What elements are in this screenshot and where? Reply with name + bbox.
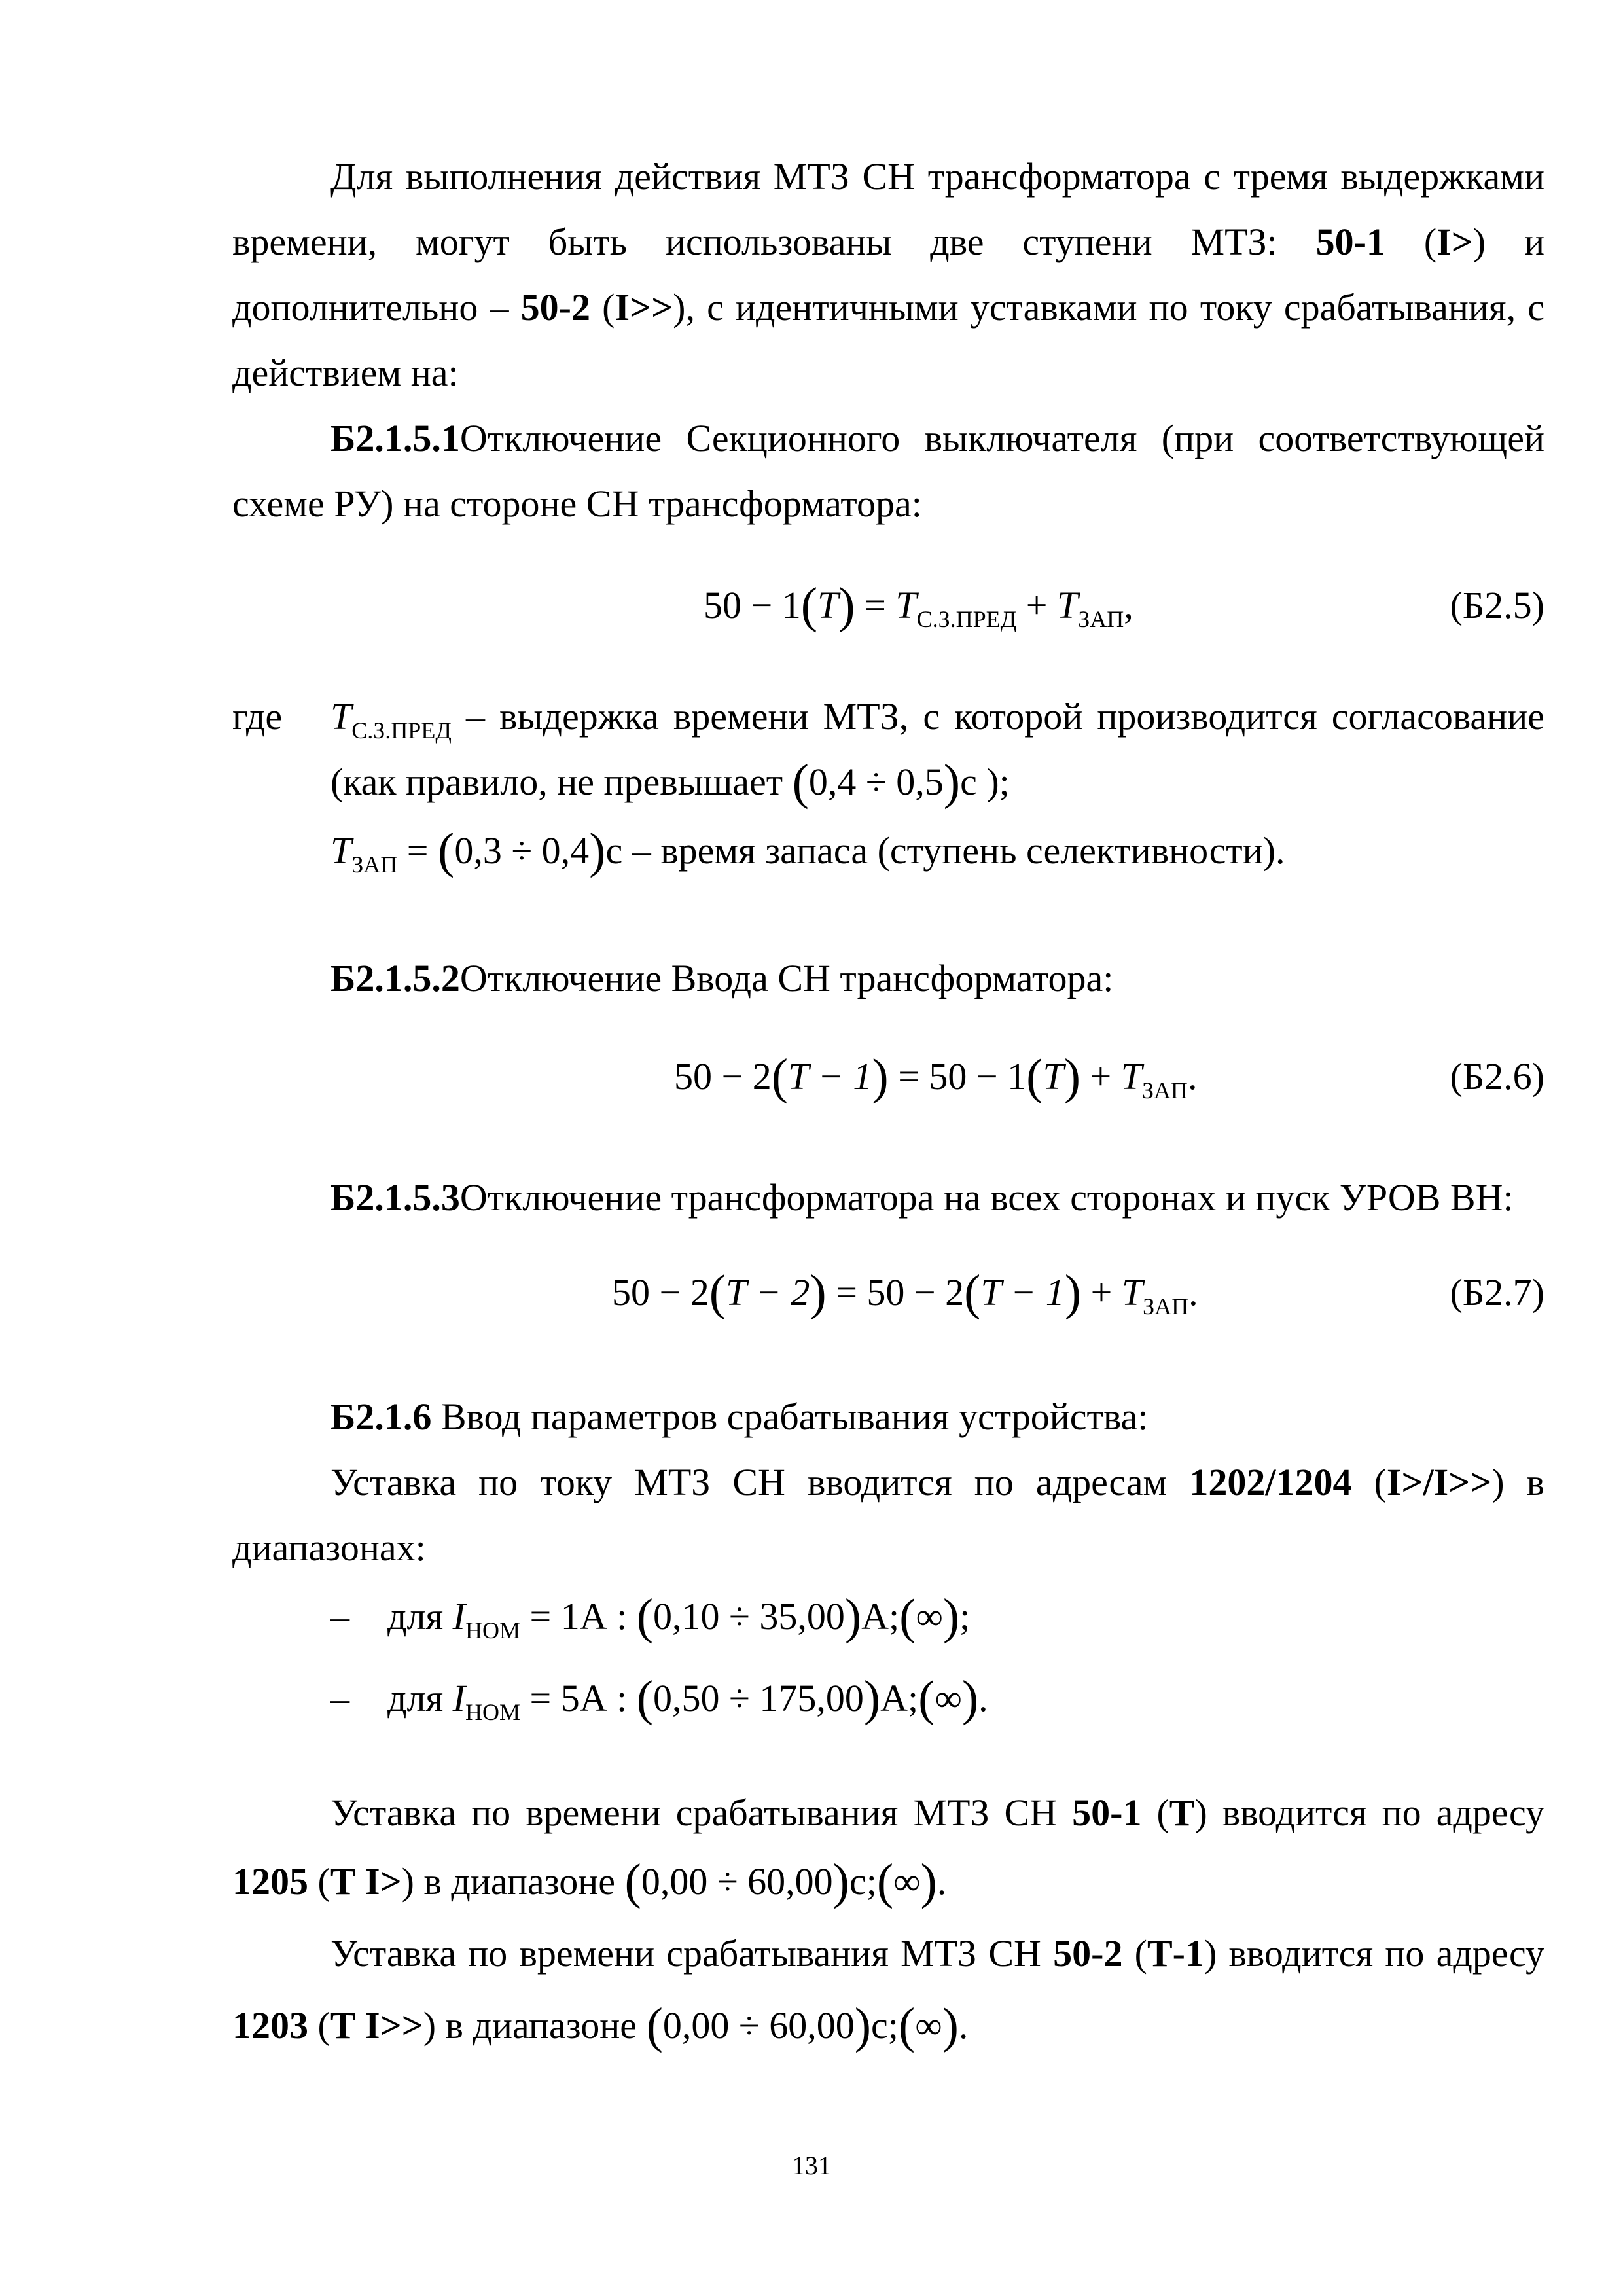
equation-number-b26: (Б2.6) [1450,1055,1544,1098]
paren: ( [636,1589,654,1644]
paren: ) [838,578,855,633]
eq-text: 0,10 ÷ 35,00 [653,1595,845,1638]
section-b2151-line-2 [232,481,1544,527]
paren: ) [872,1049,889,1104]
eq-var: T − 1 [788,1055,872,1098]
eq-var: T [1043,1055,1064,1098]
text: – выдержка времени МТЗ, с которой производится согласование [466,695,1544,738]
paragraph-1-line-1 [330,154,1544,200]
eq-text: = 50 − 1 [898,1055,1027,1098]
paren: ) [854,1998,872,2053]
eq-subscript: НОМ [465,1617,520,1643]
paren: ( [792,755,809,810]
section-number: Б2.1.5.1 [330,417,460,459]
eq-text: , [1124,584,1133,626]
paren: ) [589,823,606,878]
eq-text: 0,50 ÷ 175,00 [653,1677,864,1719]
text: Уставка по времени срабатывания МТЗ СН [330,1932,1041,1975]
paren: ) [810,1265,827,1320]
paren: ( [709,1265,726,1320]
paren: ( [1026,1049,1043,1104]
text: ) в диапазоне [423,2004,637,2047]
bold-text: 50-2 [1053,1932,1123,1975]
eq-text: с; [849,1860,877,1903]
paragraph-4-line-1 [330,1931,1544,1977]
bold-text: 1203 [232,2004,308,2047]
eq-subscript: ЗАП [351,852,398,878]
eq-var: T [817,584,839,626]
where-line-1 [330,694,1544,753]
paren: ) [1063,1049,1081,1104]
equation-b27 [612,1265,1198,1329]
section-b2153 [330,1175,1514,1221]
eq-text: . [1188,1055,1198,1098]
eq-text: 0,4 ÷ 0,5 [808,761,944,803]
eq-var: T [1121,1271,1143,1314]
text: дополнительно – [232,286,509,329]
paragraph-1-line-2 [232,219,1544,265]
eq-subscript: С.З.ПРЕД [916,606,1017,632]
bold-text: I>> [615,286,673,329]
paren: ( [771,1049,789,1104]
eq-text: 50 − 1 [704,584,801,626]
eq-text: 50 − 2 [612,1271,709,1314]
paren: ) [863,1671,881,1726]
section-b216 [330,1394,1148,1440]
bold-text: 1205 [232,1860,308,1903]
paren: ( [876,1854,894,1909]
eq-text: 50 − 2 [674,1055,772,1098]
paren: ( [899,1589,916,1644]
text: Уставка по току МТЗ СН вводится по адресам [330,1461,1168,1503]
text: Отключение Секционного выключателя (при соответствующей [459,417,1544,459]
text: ) и [1472,221,1545,263]
eq-var: I [452,1595,465,1638]
paren: ) [1064,1265,1082,1320]
eq-text: ; [959,1595,971,1638]
eq-var: T [330,829,352,872]
text: для [387,1595,444,1638]
eq-text: А; [880,1677,919,1719]
text: Для выполнения действия МТЗ СН трансформатора с тремя выдержками [330,155,1544,198]
eq-var: T [895,584,917,626]
section-number: Б2.1.5.2 [330,957,460,999]
text: ( [317,1860,330,1903]
list-item [330,1589,971,1653]
bold-text: I> [1436,221,1473,263]
infinity-symbol: ∞ [915,2004,942,2047]
paragraph-1-line-4 [232,350,1544,396]
eq-text: = 1А : [529,1595,628,1638]
text: ) вводится по адресу [1204,1932,1545,1975]
paren: ) [832,1854,849,1909]
page-number: 131 [792,2151,831,2180]
equation-number-b25: (Б2.5) [1450,584,1544,626]
eq-var: I [452,1677,465,1719]
paren: ) [943,755,961,810]
text: с ); [960,761,1010,803]
paren: ( [898,1998,916,2053]
eq-text: А; [861,1595,900,1638]
where-line-3 [330,823,1285,888]
text: времени, могут быть использованы две ступени МТЗ: [232,221,1277,263]
eq-text: с; [871,2004,899,2047]
eq-var: T − 1 [980,1271,1065,1314]
where-var [330,695,452,744]
paragraph-3-line-1 [330,1790,1544,1836]
equation-number-b27: (Б2.7) [1450,1271,1544,1314]
eq-var: T [1056,584,1079,626]
paren: ) [920,1854,937,1909]
paren: ) [961,1671,979,1726]
eq-subscript: ЗАП [1143,1293,1189,1319]
text: Уставка по времени срабатывания МТЗ СН [330,1791,1058,1834]
where-label: где [232,695,283,738]
paren: ( [800,578,818,633]
eq-text: . [978,1677,988,1719]
text: ( [1134,1932,1147,1975]
paren: ( [636,1671,654,1726]
eq-text: . [936,1860,947,1903]
eq-text: . [958,2004,969,2047]
bold-text: Т I>> [330,2004,423,2047]
text: ( [602,286,615,329]
paren: ( [438,823,455,878]
text: Отключение Ввода СН трансформатора: [459,957,1114,999]
text: ( [317,2004,330,2047]
text: схеме РУ) на стороне СН трансформатора: [232,482,922,525]
text: ( [1423,221,1437,263]
bold-text: Т I> [330,1860,402,1903]
text: ), с идентичными уставками по току срабатывания, с [673,286,1544,329]
paragraph-4-line-2 [232,1998,969,2053]
eq-text: 0,3 ÷ 0,4 [454,829,590,872]
paragraph-2-line-1 [330,1460,1544,1505]
eq-text: + [1090,1055,1112,1098]
section-number: Б2.1.6 [330,1395,432,1438]
eq-subscript: С.З.ПРЕД [351,717,452,744]
infinity-symbol: ∞ [893,1860,921,1903]
text: действием на: [232,351,459,394]
bold-text: I>/I>> [1386,1461,1492,1503]
eq-text: 0,00 ÷ 60,00 [662,2004,855,2047]
paren: ( [646,1998,663,2053]
text: для [387,1677,444,1719]
eq-subscript: НОМ [465,1699,520,1725]
bold-text: 1202/1204 [1189,1461,1352,1503]
section-number: Б2.1.5.3 [330,1176,460,1219]
list-dash: – [330,1677,349,1719]
paren: ) [844,1589,862,1644]
paragraph-3-line-2 [232,1854,947,1909]
paragraph-2-line-2 [232,1525,1544,1571]
eq-subscript: ЗАП [1078,606,1124,632]
text: с – время запаса (ступень селективности). [605,829,1285,872]
eq-text: = 5А : [529,1677,628,1719]
section-b2152 [330,956,1113,1001]
equation-b25 [704,578,1133,642]
eq-var: T [330,695,352,738]
eq-text: = 50 − 2 [836,1271,965,1314]
paren: ) [942,1998,959,2053]
eq-text: = [406,829,429,872]
text: ) в [1491,1461,1545,1503]
list-dash: – [330,1595,349,1638]
infinity-symbol: ∞ [935,1677,962,1719]
paren: ( [964,1265,981,1320]
bold-text: 50-1 [1315,221,1385,263]
bold-text: Т [1169,1791,1195,1834]
paren: ) [942,1589,960,1644]
eq-var: T [1120,1055,1142,1098]
paragraph-1-line-3 [232,285,1544,331]
text: ) в диапазоне [401,1860,616,1903]
bold-text: 50-2 [520,286,590,329]
text: диапазонах: [232,1526,426,1569]
eq-text: . [1188,1271,1198,1314]
eq-var: T − 2 [726,1271,810,1314]
bold-text: 50-1 [1072,1791,1142,1834]
eq-text: 0,00 ÷ 60,00 [641,1860,833,1903]
paren: ( [918,1671,935,1726]
text: ( [1374,1461,1387,1503]
section-b2151-line-1 [330,416,1544,461]
equation-b26 [674,1049,1198,1113]
text: ( [1156,1791,1169,1834]
text: Отключение трансформатора на всех сторонах и пуск УРОВ ВН: [459,1176,1514,1219]
eq-text: + [1026,584,1048,626]
eq-text: + [1090,1271,1113,1314]
eq-subscript: ЗАП [1142,1077,1188,1103]
text: Ввод параметров срабатывания устройства: [440,1395,1149,1438]
list-item [330,1671,988,1735]
paren: ( [624,1854,641,1909]
where-line-2 [330,755,1010,810]
bold-text: Т-1 [1147,1932,1204,1975]
infinity-symbol: ∞ [916,1595,943,1638]
eq-text: = [865,584,886,626]
text: ) вводится по адресу [1194,1791,1545,1834]
text: (как правило, не превышает [330,761,783,803]
